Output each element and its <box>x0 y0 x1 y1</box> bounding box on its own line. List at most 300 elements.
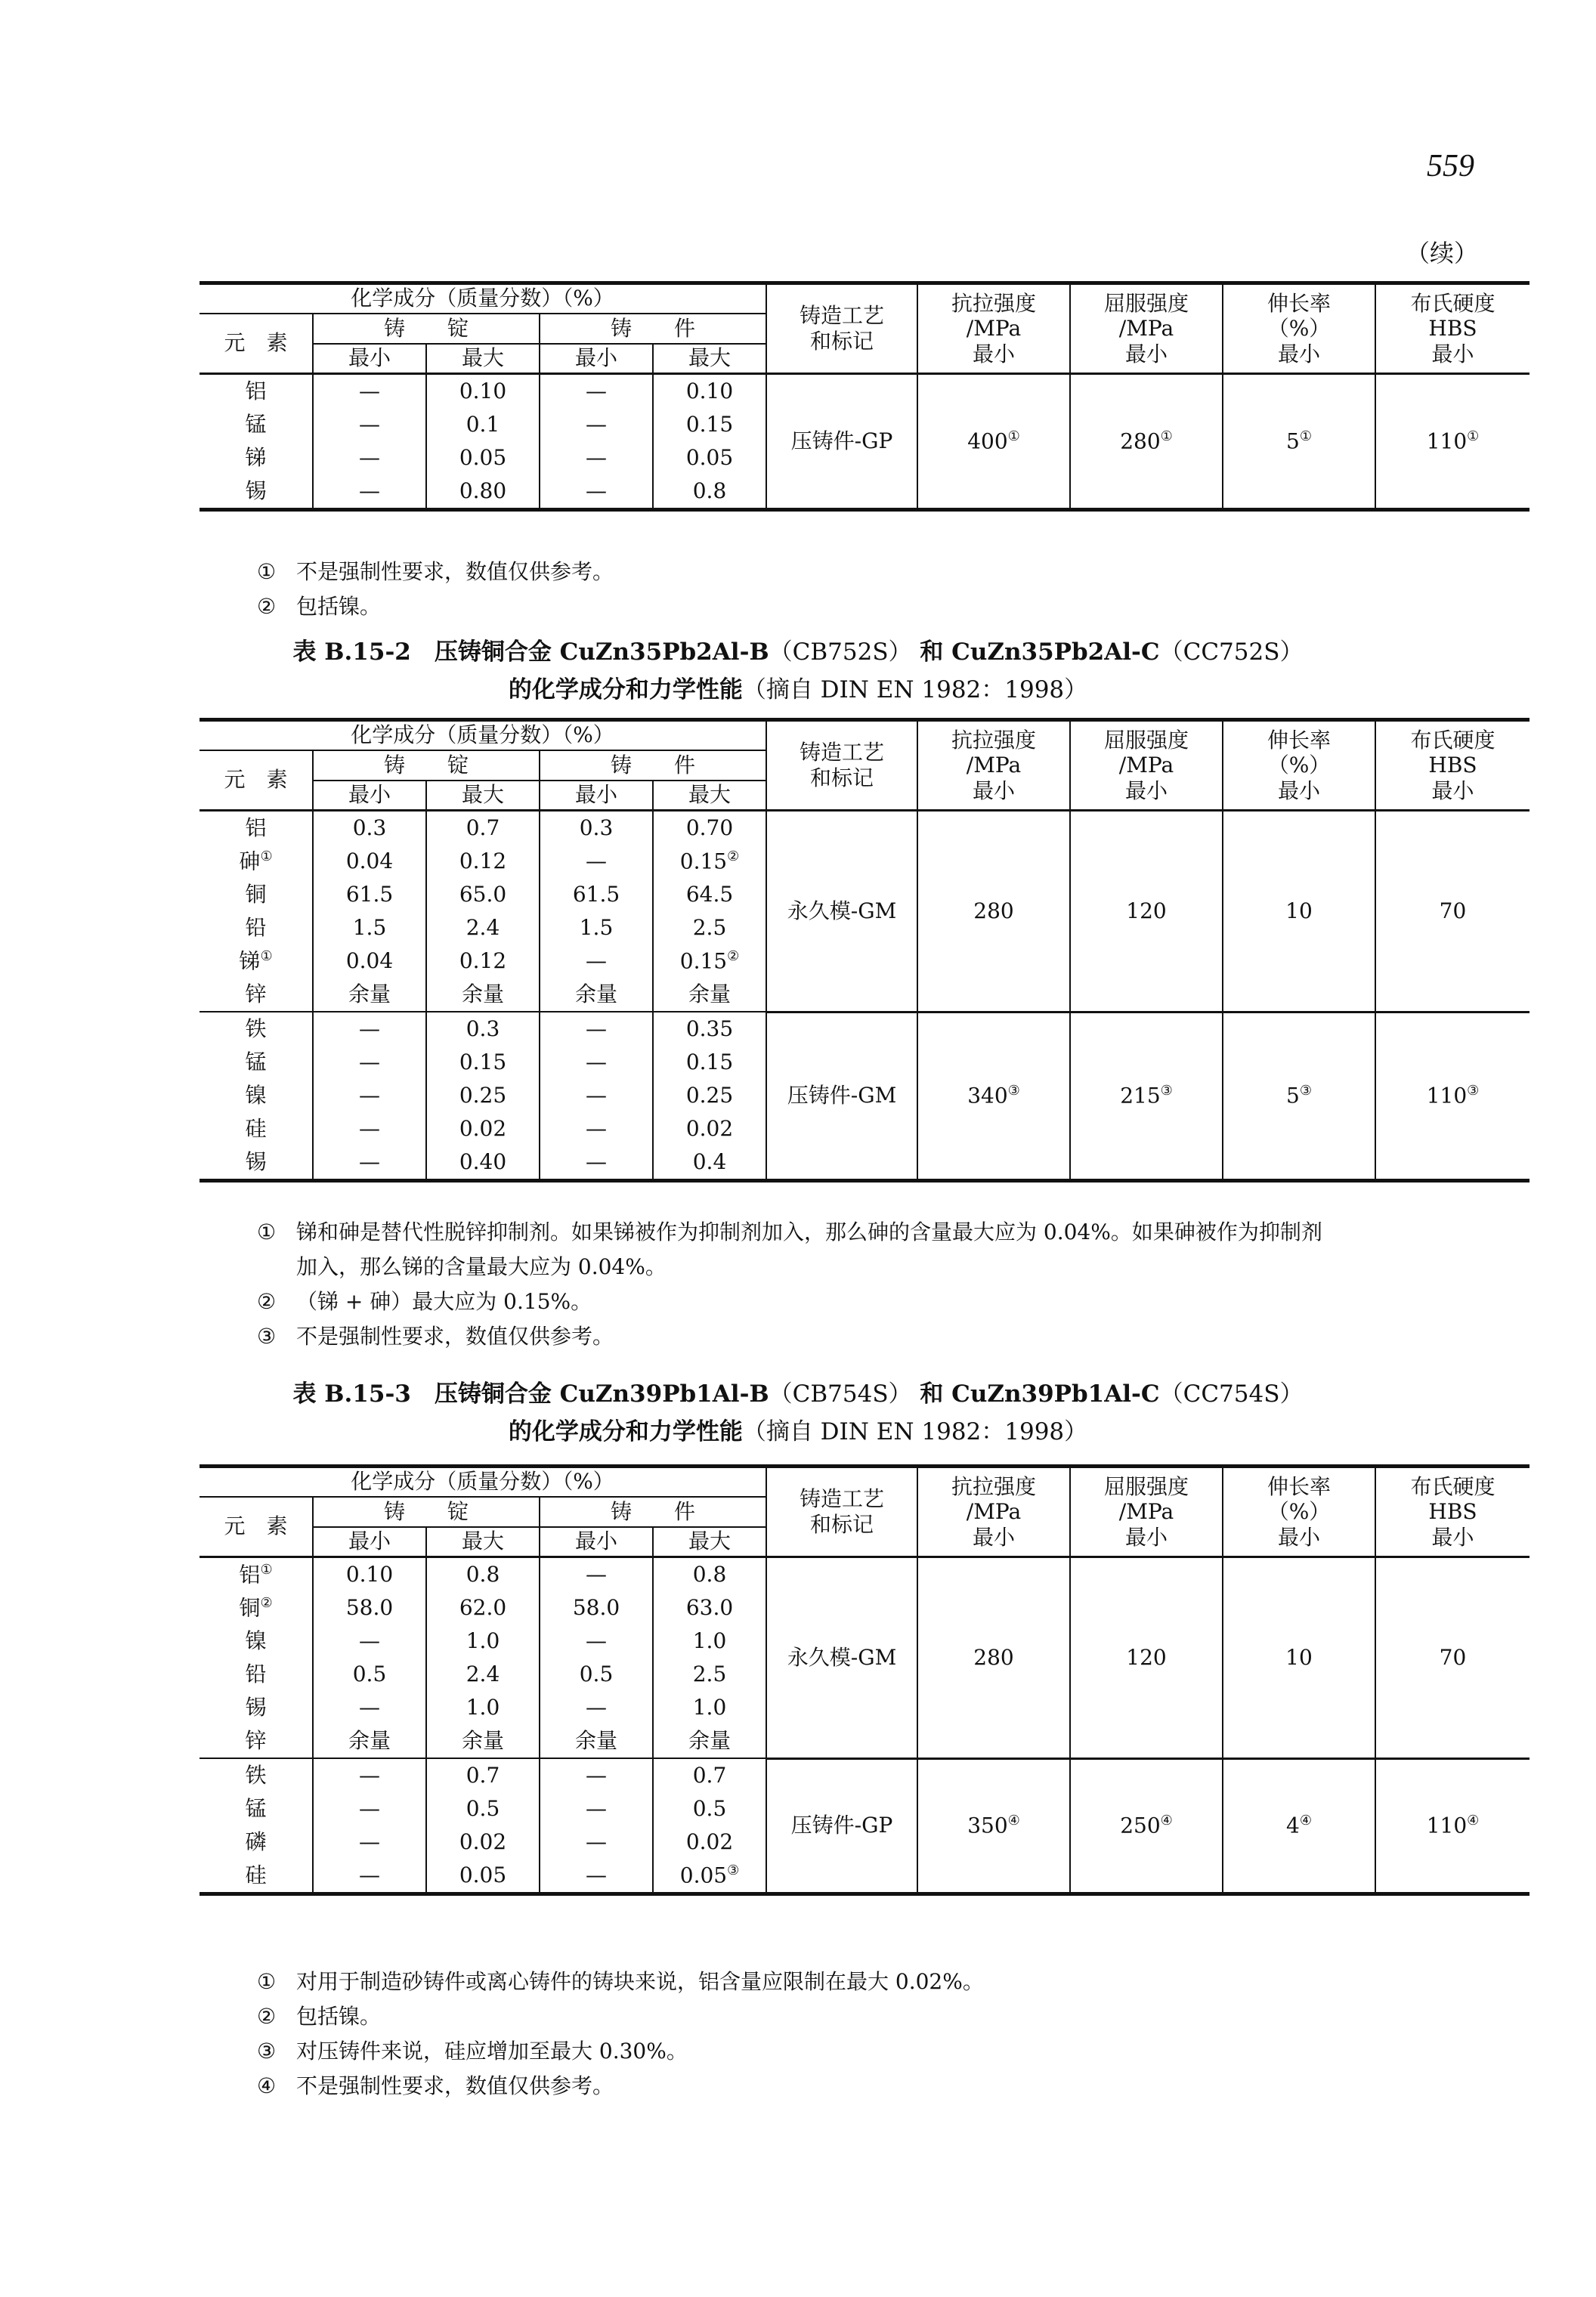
element-cell <box>200 811 313 846</box>
footnote-ref: ③ <box>1160 1083 1173 1099</box>
table-2-caption <box>0 633 1596 709</box>
ingot-min: 余量 <box>313 1724 426 1758</box>
hardness-value: 110 <box>1426 1813 1468 1838</box>
casting-min: — <box>540 1826 653 1859</box>
footnote-text: 对压铸件来说，硅应增加至最大 0.30%。 <box>296 2039 688 2064</box>
footnote-marker: ② <box>257 594 277 619</box>
footnote <box>257 1285 1322 1319</box>
header-hbs-min: 最小 <box>1431 341 1474 366</box>
footnote-marker: ① <box>257 559 277 584</box>
header-ingot: 铸 锭 <box>313 1497 540 1527</box>
element-name: 锡 <box>245 1695 267 1720</box>
header-yield <box>1070 283 1223 374</box>
casting-min: 58.0 <box>540 1591 653 1625</box>
header-elongation <box>1223 283 1375 374</box>
table-3-notes <box>257 1965 984 2104</box>
element-name: 硅 <box>245 1116 267 1142</box>
header-elong-min: 最小 <box>1277 341 1320 366</box>
casting-min: — <box>540 1145 653 1181</box>
caption-normal-2: （CC752S） <box>1159 638 1304 666</box>
header-yield-l2: /MPa <box>1118 316 1174 342</box>
table-row <box>200 374 1530 409</box>
footnote-ref: ① <box>1160 428 1173 445</box>
ingot-max: 1.0 <box>426 1625 540 1658</box>
ingot-max: 0.02 <box>426 1112 540 1145</box>
casting-max <box>653 811 766 846</box>
header-process <box>766 283 917 374</box>
header-tensile-min: 最小 <box>972 1524 1015 1550</box>
casting-min: — <box>540 1758 653 1792</box>
casting-max <box>653 1012 766 1046</box>
footnote-ref: ① <box>1299 428 1312 445</box>
header-chem: 化学成分（质量分数）（%） <box>200 720 766 750</box>
ingot-min: — <box>313 1145 426 1181</box>
tensile-cell <box>917 1557 1070 1759</box>
ingot-max: 65.0 <box>426 878 540 911</box>
casting-max <box>653 475 766 510</box>
table-row <box>200 811 1530 846</box>
casting-min: — <box>540 1046 653 1079</box>
tensile-value: 400 <box>967 428 1008 454</box>
ingot-min: 余量 <box>313 978 426 1012</box>
footnote-ref: ① <box>260 948 273 965</box>
element-cell <box>200 1859 313 1894</box>
casting-max <box>653 878 766 911</box>
continued-label: （续） <box>1406 239 1479 267</box>
ingot-min: — <box>313 1792 426 1826</box>
element-cell <box>200 1724 313 1758</box>
header-tensile-l2: /MPa <box>966 316 1022 342</box>
casting-min: — <box>540 944 653 978</box>
element-name: 锌 <box>245 1728 267 1754</box>
element-name: 铅 <box>245 1662 267 1687</box>
casting-min: 0.3 <box>540 811 653 846</box>
header-chem: 化学成分（质量分数）（%） <box>200 1467 766 1497</box>
element-name: 铅 <box>245 915 267 941</box>
element-name: 锑 <box>245 445 267 471</box>
table-3 <box>200 1464 1530 1896</box>
caption-normal-2: （CC754S） <box>1159 1380 1304 1408</box>
footnote-marker: ② <box>257 1289 277 1314</box>
casting-max-value: 0.02 <box>685 1829 734 1855</box>
elongation-value: 10 <box>1285 1644 1313 1670</box>
element-cell <box>200 1012 313 1046</box>
element-cell <box>200 878 313 911</box>
element-name: 铝 <box>245 815 267 841</box>
ingot-min: 61.5 <box>313 878 426 911</box>
footnote-marker: ① <box>257 1220 277 1244</box>
ingot-max: 0.25 <box>426 1079 540 1112</box>
elongation-cell <box>1223 1557 1375 1759</box>
element-name: 铝 <box>239 1562 261 1587</box>
ingot-min: 58.0 <box>313 1591 426 1625</box>
header-tensile-l1: 抗拉强度 <box>951 727 1036 753</box>
header-casting-min: 最小 <box>540 781 653 811</box>
ingot-max: 1.0 <box>426 1691 540 1724</box>
footnote <box>257 555 614 589</box>
header-casting: 铸 件 <box>540 750 766 781</box>
footnote-marker: ① <box>257 1969 277 1994</box>
ingot-min: — <box>313 1046 426 1079</box>
header-casting-max: 最大 <box>653 1527 766 1557</box>
header-hbs-min: 最小 <box>1431 778 1474 803</box>
element-cell <box>200 1591 313 1625</box>
casting-max-value: 0.15 <box>685 412 734 437</box>
ingot-min: — <box>313 1625 426 1658</box>
yield-cell <box>1070 374 1223 510</box>
element-name: 镍 <box>245 1083 267 1108</box>
casting-max-value: 63.0 <box>685 1595 734 1621</box>
header-hbs-l2: HBS <box>1428 1499 1477 1525</box>
header-yield-l1: 屈服强度 <box>1103 1473 1189 1499</box>
tensile-cell <box>917 1758 1070 1894</box>
header-tensile-l1: 抗拉强度 <box>951 290 1036 316</box>
caption-line2-normal: （摘自 DIN EN 1982：1998） <box>742 676 1088 703</box>
header-elong-l2: （%） <box>1267 316 1331 342</box>
element-cell <box>200 1079 313 1112</box>
casting-max-value: 0.4 <box>692 1149 727 1175</box>
header-ingot: 铸 锭 <box>313 750 540 781</box>
casting-max <box>653 1145 766 1181</box>
ingot-min: — <box>313 1859 426 1894</box>
element-name: 铁 <box>245 1763 267 1788</box>
tensile-value: 350 <box>967 1813 1008 1838</box>
header-casting: 铸 件 <box>540 1497 766 1527</box>
elongation-value: 5 <box>1286 428 1300 454</box>
process-cell: 永久模-GM <box>766 811 917 1012</box>
footnote <box>257 1999 984 2034</box>
header-tensile-l2: /MPa <box>966 1499 1022 1525</box>
hardness-value: 110 <box>1426 1083 1468 1108</box>
element-name: 锡 <box>245 478 267 504</box>
element-cell <box>200 978 313 1012</box>
ingot-max: 0.3 <box>426 1012 540 1046</box>
elongation-cell <box>1223 811 1375 1012</box>
footnote <box>257 2069 984 2104</box>
casting-max-value: 0.15 <box>679 849 728 874</box>
hardness-value: 70 <box>1439 898 1467 923</box>
element-cell <box>200 1691 313 1724</box>
element-name: 铜 <box>245 882 267 907</box>
footnote-ref: ③ <box>1299 1083 1312 1099</box>
casting-min: — <box>540 1112 653 1145</box>
ingot-max: 0.15 <box>426 1046 540 1079</box>
casting-max-value: 2.5 <box>692 1662 727 1687</box>
element-cell <box>200 911 313 944</box>
casting-max-value: 0.70 <box>685 815 734 841</box>
casting-min: — <box>540 1012 653 1046</box>
casting-max <box>653 1112 766 1145</box>
hardness-cell <box>1375 1012 1530 1181</box>
header-process-l2: 和标记 <box>809 329 874 354</box>
casting-max <box>653 408 766 441</box>
casting-max <box>653 1724 766 1758</box>
ingot-max: 0.7 <box>426 811 540 846</box>
header-yield-min: 最小 <box>1124 778 1168 803</box>
header-elong-l1: 伸长率 <box>1267 727 1331 753</box>
hardness-cell <box>1375 374 1530 510</box>
ingot-min: 0.04 <box>313 845 426 878</box>
header-elongation <box>1223 720 1375 811</box>
casting-max <box>653 911 766 944</box>
footnote-text: 对用于制造砂铸件或离心铸件的铸块来说，铝含量应限制在最大 0.02%。 <box>296 1969 984 1994</box>
footnote-ref: ① <box>1007 428 1020 445</box>
header-elongation <box>1223 1467 1375 1557</box>
header-hbs-l1: 布氏硬度 <box>1410 727 1495 753</box>
header-ingot-min: 最小 <box>313 781 426 811</box>
caption-normal-1: （CB752S） <box>769 638 912 666</box>
casting-max <box>653 1658 766 1691</box>
ingot-max: 0.12 <box>426 845 540 878</box>
header-casting: 铸 件 <box>540 314 766 344</box>
caption-line2-normal: （摘自 DIN EN 1982：1998） <box>742 1418 1088 1445</box>
casting-max-value: 2.5 <box>692 915 727 941</box>
casting-max-value: 0.10 <box>685 379 734 404</box>
caption-line2-bold: 的化学成分和力学性能 <box>508 1418 743 1445</box>
header-hbs-min: 最小 <box>1431 1524 1474 1550</box>
casting-min: — <box>540 1792 653 1826</box>
header-hbs-l1: 布氏硬度 <box>1410 290 1495 316</box>
header-element: 元 素 <box>200 314 313 374</box>
header-element: 元 素 <box>200 750 313 811</box>
casting-min: — <box>540 1859 653 1894</box>
header-elong-min: 最小 <box>1277 1524 1320 1550</box>
casting-max-value: 余量 <box>688 982 731 1007</box>
footnote-marker: ② <box>257 2004 277 2029</box>
casting-max <box>653 1691 766 1724</box>
element-cell <box>200 1625 313 1658</box>
casting-max <box>653 1625 766 1658</box>
elongation-cell <box>1223 1012 1375 1181</box>
spec-table <box>200 281 1530 512</box>
ingot-min: — <box>313 1112 426 1145</box>
elongation-value: 10 <box>1285 898 1313 923</box>
element-name: 镍 <box>245 1628 267 1654</box>
element-name: 锑 <box>239 948 261 974</box>
element-name: 锰 <box>245 1050 267 1075</box>
process-cell: 压铸件-GM <box>766 1012 917 1181</box>
element-name: 硅 <box>245 1863 267 1888</box>
page-number: 559 <box>1427 149 1474 184</box>
table-row <box>200 1758 1530 1792</box>
header-yield-l2: /MPa <box>1118 753 1174 778</box>
casting-max <box>653 1826 766 1859</box>
header-yield-min: 最小 <box>1124 1524 1168 1550</box>
element-cell <box>200 408 313 441</box>
footnote-text: （锑 + 砷）最大应为 0.15%。 <box>296 1289 592 1314</box>
process-cell: 压铸件-GP <box>766 374 917 510</box>
ingot-min: — <box>313 1826 426 1859</box>
casting-max-value: 0.7 <box>692 1763 727 1788</box>
casting-max <box>653 1046 766 1079</box>
footnote-ref: ③ <box>1467 1083 1480 1099</box>
casting-max-value: 0.15 <box>679 948 728 974</box>
ingot-min: 0.5 <box>313 1658 426 1691</box>
element-name: 磷 <box>245 1829 267 1855</box>
header-casting-max: 最大 <box>653 344 766 374</box>
tensile-cell <box>917 811 1070 1012</box>
element-name: 砷 <box>239 849 261 874</box>
footnote-text: 不是强制性要求，数值仅供参考。 <box>296 2073 614 2098</box>
footnote-text: 不是强制性要求，数值仅供参考。 <box>296 1324 614 1349</box>
tensile-value: 340 <box>967 1083 1008 1108</box>
footnote-text: 锑和砷是替代性脱锌抑制剂。如果锑被作为抑制剂加入，那么砷的含量最大应为 0.04%。如果砷被作为抑制剂 <box>296 1220 1322 1244</box>
hardness-cell <box>1375 811 1530 1012</box>
hardness-value: 70 <box>1439 1644 1467 1670</box>
elongation-cell <box>1223 1758 1375 1894</box>
element-cell <box>200 845 313 878</box>
casting-max <box>653 1079 766 1112</box>
casting-min: 余量 <box>540 1724 653 1758</box>
casting-max-value: 0.8 <box>692 478 727 504</box>
hardness-cell <box>1375 1758 1530 1894</box>
header-process-l1: 铸造工艺 <box>799 303 884 329</box>
tensile-cell <box>917 1012 1070 1181</box>
yield-value: 120 <box>1126 898 1167 923</box>
header-hardness <box>1375 720 1530 811</box>
ingot-max: 0.05 <box>426 1859 540 1894</box>
header-process <box>766 1467 917 1557</box>
casting-min: — <box>540 408 653 441</box>
ingot-max: 0.1 <box>426 408 540 441</box>
header-tensile <box>917 720 1070 811</box>
element-cell <box>200 1557 313 1592</box>
casting-max-value: 0.35 <box>685 1016 734 1042</box>
footnote-marker: ③ <box>257 1324 277 1349</box>
yield-value: 280 <box>1120 428 1161 454</box>
tensile-cell <box>917 374 1070 510</box>
casting-max <box>653 1758 766 1792</box>
ingot-max: 0.5 <box>426 1792 540 1826</box>
ingot-max: 0.05 <box>426 441 540 475</box>
header-tensile-l2: /MPa <box>966 753 1022 778</box>
footnote-ref: ① <box>1467 428 1480 445</box>
casting-max-value: 64.5 <box>685 882 734 907</box>
element-cell <box>200 374 313 409</box>
casting-max <box>653 845 766 878</box>
ingot-max: 2.4 <box>426 1658 540 1691</box>
element-cell <box>200 1826 313 1859</box>
footnote <box>257 2034 984 2069</box>
element-cell <box>200 441 313 475</box>
ingot-max: 0.10 <box>426 374 540 409</box>
footnote-marker: ③ <box>257 2039 277 2064</box>
ingot-max: 余量 <box>426 1724 540 1758</box>
elongation-value: 5 <box>1286 1083 1300 1108</box>
footnote-ref: ② <box>260 1595 273 1612</box>
ingot-min: 0.04 <box>313 944 426 978</box>
header-elong-min: 最小 <box>1277 778 1320 803</box>
ingot-min: 0.3 <box>313 811 426 846</box>
ingot-max: 0.80 <box>426 475 540 510</box>
casting-max <box>653 944 766 978</box>
footnote-ref: ③ <box>727 1863 740 1879</box>
casting-max <box>653 1792 766 1826</box>
ingot-min: 0.10 <box>313 1557 426 1592</box>
footnote-ref: ④ <box>1299 1813 1312 1829</box>
casting-max <box>653 1557 766 1592</box>
casting-max-value: 余量 <box>688 1728 731 1754</box>
casting-max <box>653 374 766 409</box>
elongation-value: 4 <box>1286 1813 1300 1838</box>
ingot-min: — <box>313 1691 426 1724</box>
footnote-ref: ④ <box>1160 1813 1173 1829</box>
footnote-ref: ① <box>260 849 273 865</box>
footnote <box>257 589 614 624</box>
footnote-ref: ④ <box>1007 1813 1020 1829</box>
table-3-caption <box>0 1375 1596 1451</box>
casting-min: 0.5 <box>540 1658 653 1691</box>
elongation-cell <box>1223 374 1375 510</box>
header-process <box>766 720 917 811</box>
casting-min: 余量 <box>540 978 653 1012</box>
header-elong-l2: （%） <box>1267 753 1331 778</box>
footnote-ref: ② <box>727 849 740 865</box>
header-chem: 化学成分（质量分数）（%） <box>200 283 766 314</box>
element-name: 锰 <box>245 412 267 437</box>
element-name: 锌 <box>245 982 267 1007</box>
casting-min: — <box>540 1079 653 1112</box>
footnote-continuation: 加入，那么锑的含量最大应为 0.04%。 <box>296 1254 667 1279</box>
caption-bold-2: 和 CuZn35Pb2Al-C <box>920 638 1160 666</box>
footnote-ref: ④ <box>1467 1813 1480 1829</box>
element-name: 铝 <box>245 379 267 404</box>
header-elong-l1: 伸长率 <box>1267 290 1331 316</box>
casting-max-value: 0.02 <box>685 1116 734 1142</box>
ingot-min: — <box>313 441 426 475</box>
casting-max-value: 0.25 <box>685 1083 734 1108</box>
ingot-max: 0.7 <box>426 1758 540 1792</box>
header-yield-min: 最小 <box>1124 341 1168 366</box>
process-cell: 永久模-GM <box>766 1557 917 1759</box>
yield-value: 250 <box>1120 1813 1161 1838</box>
header-yield-l2: /MPa <box>1118 1499 1174 1525</box>
ingot-min: — <box>313 408 426 441</box>
header-casting-min: 最小 <box>540 344 653 374</box>
casting-max-value: 1.0 <box>692 1695 727 1720</box>
footnote-text: 包括镍。 <box>296 2004 382 2029</box>
header-element: 元 素 <box>200 1497 313 1557</box>
table-1-continued <box>200 281 1530 512</box>
footnote-text: 包括镍。 <box>296 594 382 619</box>
casting-max-value: 0.8 <box>692 1562 727 1587</box>
casting-min: — <box>540 1691 653 1724</box>
ingot-max: 余量 <box>426 978 540 1012</box>
footnote <box>257 1215 1322 1250</box>
process-cell: 压铸件-GP <box>766 1758 917 1894</box>
ingot-max: 62.0 <box>426 1591 540 1625</box>
header-ingot-max: 最大 <box>426 1527 540 1557</box>
casting-min: — <box>540 1625 653 1658</box>
element-cell <box>200 1658 313 1691</box>
ingot-max: 0.8 <box>426 1557 540 1592</box>
casting-min: 61.5 <box>540 878 653 911</box>
caption-bold-2: 和 CuZn39Pb1Al-C <box>920 1380 1160 1408</box>
header-yield <box>1070 1467 1223 1557</box>
header-tensile <box>917 283 1070 374</box>
ingot-max: 0.12 <box>426 944 540 978</box>
hardness-value: 110 <box>1426 428 1468 454</box>
caption-bold-1: 表 B.15-3 压铸铜合金 CuZn39Pb1Al-B <box>292 1380 769 1408</box>
header-yield <box>1070 720 1223 811</box>
casting-min: — <box>540 845 653 878</box>
ingot-min: — <box>313 1012 426 1046</box>
casting-max-value: 0.5 <box>692 1796 727 1822</box>
casting-max <box>653 441 766 475</box>
spec-table <box>200 718 1530 1183</box>
element-cell <box>200 1112 313 1145</box>
header-ingot: 铸 锭 <box>313 314 540 344</box>
